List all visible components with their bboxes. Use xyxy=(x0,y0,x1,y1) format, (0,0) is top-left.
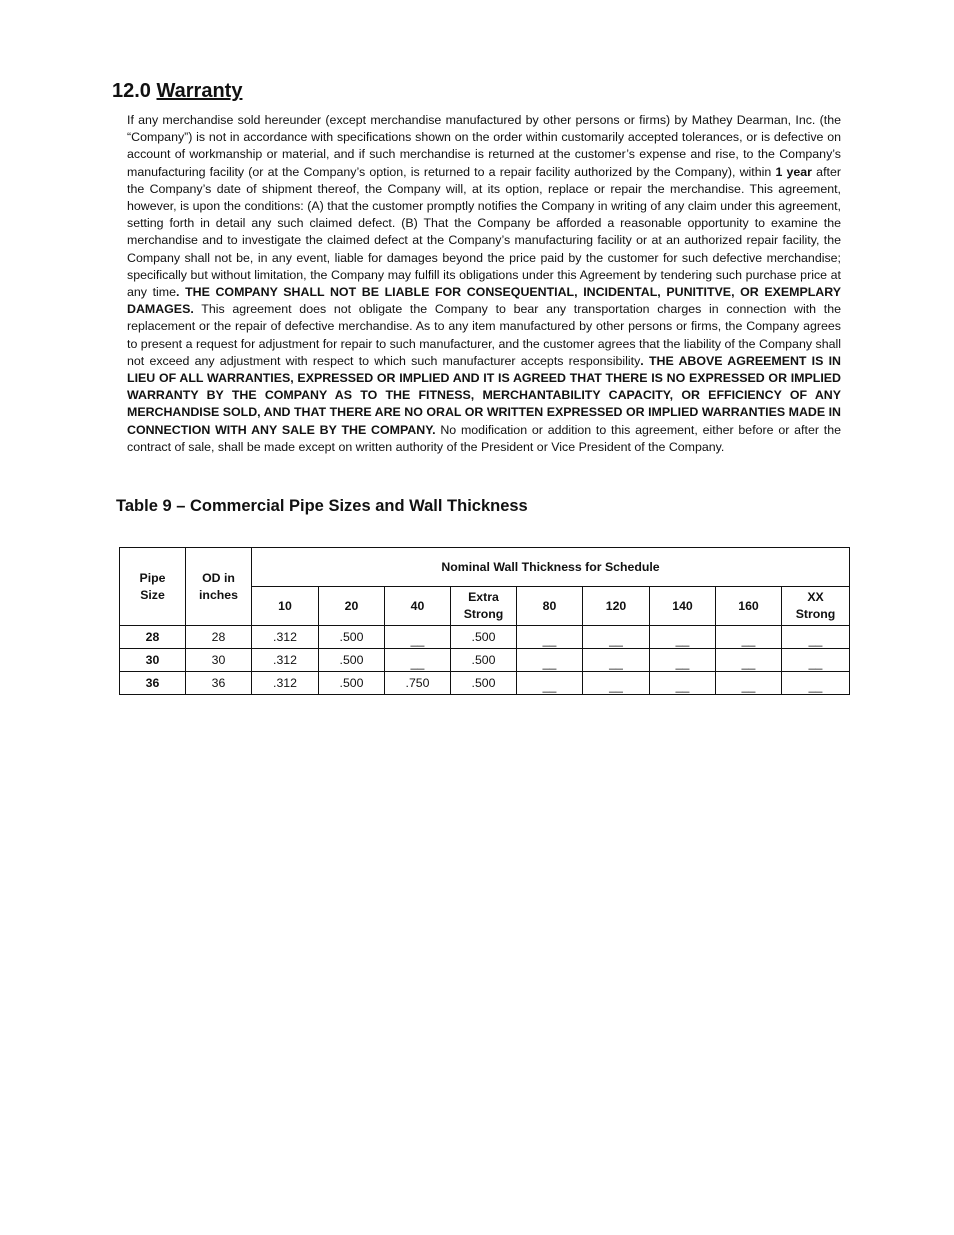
header-schedule-40 xyxy=(385,587,451,626)
thickness-cell: .312 xyxy=(252,626,319,649)
thickness-cell: __ xyxy=(583,626,650,649)
header-schedule-160-label: 160 xyxy=(738,598,759,613)
header-schedule-extra-strong xyxy=(451,587,517,626)
thickness-cell: __ xyxy=(716,626,782,649)
warranty-text-3: This agreement does not obligate the Company to bear any transportation charges in connection with the replacement or the repair of defective merchandise. As to any item manufactured by other persons or firms, the Company agrees to present a request for adjustment for repair to such manufacturer, and the customer agrees that the liability of the Company shall not exceed any adjustment with respect to which such manufacturer accepts responsibility xyxy=(127,302,841,368)
od-cell: 28 xyxy=(186,626,252,649)
thickness-cell: __ xyxy=(716,672,782,695)
header-schedule-80 xyxy=(517,587,583,626)
warranty-text-4: No modification or addition to this agreement, either before or after the contract of sale, shall be made except on written authority of the President or Vice President of the Company. xyxy=(127,422,841,454)
thickness-cell: __ xyxy=(517,626,583,649)
table-row xyxy=(120,649,850,672)
header-schedule-20-label: 20 xyxy=(344,598,359,613)
header-xx-strong-line-1: XX xyxy=(807,590,824,604)
section-heading xyxy=(112,78,242,104)
thickness-cell: __ xyxy=(650,649,716,672)
header-extra-strong-line-1: Extra xyxy=(468,590,499,604)
thickness-cell: .500 xyxy=(451,626,517,649)
thickness-cell: .500 xyxy=(451,672,517,695)
pipe-size-cell: 36 xyxy=(120,672,186,695)
header-od xyxy=(186,548,252,626)
header-od-line-2: inches xyxy=(199,587,238,602)
thickness-cell: .312 xyxy=(252,649,319,672)
thickness-cell: __ xyxy=(517,649,583,672)
od-cell: 36 xyxy=(186,672,252,695)
table-row xyxy=(120,672,850,695)
warranty-paragraph xyxy=(127,112,841,456)
section-number: 12.0 xyxy=(112,80,151,102)
header-xx-strong-line-2: Strong xyxy=(795,607,836,621)
table-title: Table 9 – Commercial Pipe Sizes and Wall Thickness xyxy=(116,497,528,515)
header-extra-strong-line-2: Strong xyxy=(463,607,504,621)
header-schedule-20 xyxy=(319,587,385,626)
thickness-cell: .500 xyxy=(319,649,385,672)
warranty-period: 1 year xyxy=(775,164,813,179)
thickness-cell: .500 xyxy=(451,649,517,672)
warranty-text-1: If any merchandise sold hereunder (except merchandise manufactured by other persons or firms) by Mathey Dearman, Inc. (the “Company”) is not in accordance with specifications shown on the order within customarily accepted tolerances, or is defective on account of workmanship or material, and if such merchandise is returned at the customer’s expense and rise, to the Company’s manufacturing facility (or at the Company’s option, is returned to a repair facility authorized by the Company), within xyxy=(127,113,841,179)
pipe-size-cell: 28 xyxy=(120,626,186,649)
header-schedule-40-label: 40 xyxy=(410,598,425,613)
thickness-cell: __ xyxy=(517,672,583,695)
header-schedule-120-label: 120 xyxy=(605,598,627,613)
od-cell: 30 xyxy=(186,649,252,672)
header-schedule-80-label: 80 xyxy=(542,598,557,613)
section-title: Warranty xyxy=(156,80,243,102)
thickness-cell: __ xyxy=(650,626,716,649)
thickness-cell: .500 xyxy=(319,672,385,695)
thickness-cell: __ xyxy=(385,649,451,672)
thickness-cell: __ xyxy=(583,649,650,672)
thickness-cell: __ xyxy=(650,672,716,695)
pipe-sizes-table xyxy=(119,547,850,695)
pipe-size-cell: 30 xyxy=(120,649,186,672)
header-nominal-wall-thickness: Nominal Wall Thickness for Schedule xyxy=(252,548,850,587)
thickness-cell: .312 xyxy=(252,672,319,695)
thickness-cell: __ xyxy=(782,626,850,649)
thickness-cell: __ xyxy=(385,626,451,649)
warranty-text-2: after the Company’s date of shipment thereof, the Company will, at its option, replace or repair the merchandise. This agreement, however, is upon the conditions: (A) that the customer promptly notifies the Company in writing of any claim under this agreement, setting forth in detail any such claimed defect. (B) That the Company be afforded a reasonable opportunity to examine the merchandise and to investigate the claimed defect at the Company’s manufacturing facility or at an authorized repair facility, the Company shall not be, in any event, liable for damages beyond the price paid by the customer for such defective merchandise; specifically but without limitation, the Company may fulfill its obligations under this Agreement by tendering such purchase price at any time xyxy=(127,164,841,300)
warranty-disclaimer: . THE ABOVE AGREEMENT IS IN LIEU OF ALL WARRANTIES, EXPRESSED OR IMPLIED AND IT IS AGREED THAT THERE IS NO EXPRESSED OR IMPLIED WARRANTY BY THE COMPANY AS TO THE FITNESS, MERCHANTABILITY CAPACITY, OR EFFICIENCY OF ANY MERCHANDISE SOLD, AND THAT THERE ARE NO ORAL OR WRITTEN EXPRESSED OR IMPLIED WARRANTIES MADE IN CONNECTION WITH ANY SALE BY THE COMPANY. xyxy=(127,353,841,437)
thickness-cell: __ xyxy=(583,672,650,695)
thickness-cell: __ xyxy=(782,649,850,672)
header-schedule-140-label: 140 xyxy=(672,598,693,613)
header-schedule-xx-strong xyxy=(782,587,850,626)
thickness-cell: .750 xyxy=(385,672,451,695)
header-schedule-160 xyxy=(716,587,782,626)
header-pipe-size-line-2: Size xyxy=(140,587,165,602)
thickness-cell: .500 xyxy=(319,626,385,649)
header-schedule-10-label: 10 xyxy=(278,598,292,613)
header-pipe-size xyxy=(120,548,186,626)
thickness-cell: __ xyxy=(716,649,782,672)
header-od-line-1: OD in xyxy=(202,570,235,585)
header-schedule-10 xyxy=(252,587,319,626)
header-pipe-size-line-1: Pipe xyxy=(139,570,166,585)
table-row xyxy=(120,626,850,649)
header-schedule-120 xyxy=(583,587,650,626)
liability-disclaimer: . THE COMPANY SHALL NOT BE LIABLE FOR CONSEQUENTIAL, INCIDENTAL, PUNITITVE, OR EXEMPLARY DAMAGES. xyxy=(127,285,841,317)
thickness-cell: __ xyxy=(782,672,850,695)
header-schedule-140 xyxy=(650,587,716,626)
table-header-row xyxy=(120,548,850,587)
